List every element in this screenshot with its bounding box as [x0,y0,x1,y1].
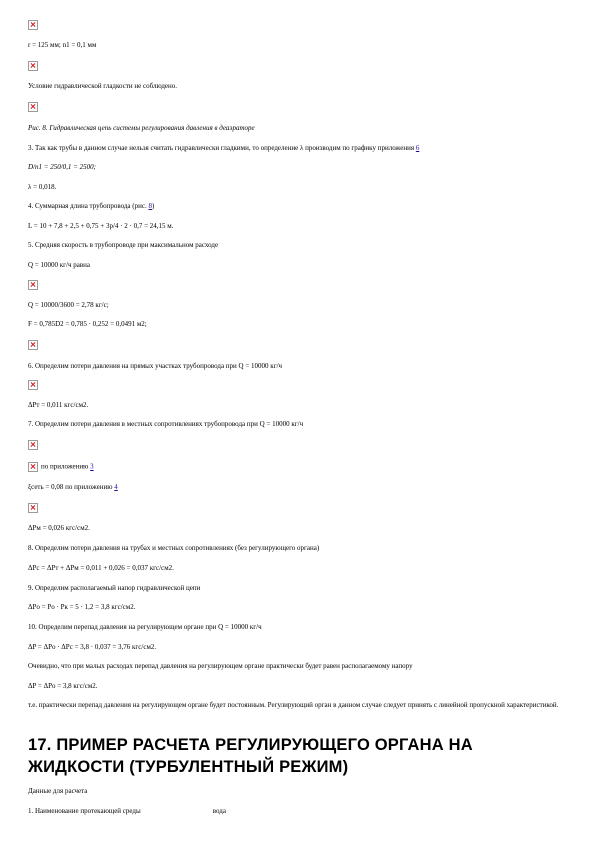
appendix-link-4[interactable]: 4 [114,483,118,491]
broken-image-icon [28,462,38,472]
broken-image-icon [28,440,38,450]
text-line [28,483,118,492]
formula-line: D/n1 = 250/0,1 = 2500; [28,163,96,171]
text-line [28,807,226,816]
text-line [28,462,94,472]
formula-line: ΔPм = 0,026 кгс/см2. [28,524,90,532]
text-span: ξсеть = 0,08 по приложению [28,483,113,491]
text-span: по приложению [41,462,89,471]
broken-image-icon [28,61,38,71]
text-line: Очевидно, что при малых расходах перепад давления на регулирующем органе практически будет равен располагаемому напору [28,662,413,670]
appendix-link-3[interactable]: 3 [90,462,94,471]
formula-line: ΔP = ΔPo · ΔPc = 3,8 · 0,037 = 3,76 кгс/см2. [28,643,157,651]
formula-line: ΔPт = 0,011 кгс/см2. [28,401,89,409]
text-line: 7. Определим потери давления в местных сопротивлениях трубопровода при Q = 10000 кг/ч [28,420,304,428]
text-line: 9. Определим располагаемый напор гидравлической цепи [28,584,201,592]
broken-image-icon [28,102,38,112]
text-line: 8. Определим потери давления на трубах и местных сопротивлениях (без регулирующего органа) [28,544,320,552]
figure-link-8[interactable]: 8 [148,202,152,210]
text-span: 3. Так как трубы в данном случае нельзя считать гидравлически гладкими, то определение λ производим по графику приложения [28,144,415,152]
paragraph: т.е. практически перепад давления на регулирующем органе будет постоянным. Регулирующий орган в данном случае следует принять с линейной пропускной характеристикой. [28,701,559,709]
broken-image-icon [28,280,38,290]
section-heading: 17. ПРИМЕР РАСЧЕТА РЕГУЛИРУЮЩЕГО ОРГАНА НА ЖИДКОСТИ (ТУРБУЛЕНТНЫЙ РЕЖИМ) [28,736,473,776]
broken-image-icon [28,380,38,390]
broken-image-icon [28,503,38,513]
formula-line: L = 10 + 7,8 + 2,5 + 0,75 + 3p/4 · 2 · 0,7 = 24,15 м. [28,222,174,230]
text-line: Данные для расчета [28,787,88,795]
text-line: 5. Средняя скорость в трубопроводе при максимальном расходе [28,241,219,249]
formula-line: λ = 0,018. [28,183,57,191]
appendix-link-6[interactable]: 6 [415,144,420,152]
formula-line: ΔPo = Po · Pк = 5 · 1,2 = 3,8 кгс/см2. [28,603,136,611]
broken-image-icon [28,20,38,30]
formula-line: F = 0,785D2 = 0,785 · 0,252 = 0,0491 м2; [28,320,147,328]
text-line [28,202,154,211]
text-line: r = 125 мм; n1 = 0,1 мм [28,41,97,49]
text-line [28,144,419,153]
text-span: 4. Суммарная длина трубопровода (рис. [28,202,147,210]
text-line: Q = 10000 кг/ч равна [28,261,91,269]
text-line: 10. Определим перепад давления на регулирующем органе при Q = 10000 кг/ч [28,623,262,631]
broken-image-icon [28,340,38,350]
formula-line: ΔPс = ΔPт + ΔPм = 0,011 + 0,026 = 0,037 кгс/см2. [28,564,174,572]
text-line: Условие гидравлической гладкости не соблюдено. [28,82,177,90]
formula-line: ΔP = ΔPo = 3,8 кгс/см2. [28,682,98,690]
formula-line: Q = 10000/3600 = 2,78 кг/с; [28,301,109,309]
figure-caption: Рис. 8. Гидравлическая цепь системы регулирования давления в деаэраторе [28,124,255,132]
text-span: ) [151,202,155,210]
text-line: 6. Определим потери давления на прямых участках трубопровода при Q = 10000 кг/ч [28,362,283,370]
field-value: вода [212,807,226,815]
text-span: 1. Наименование протекающей среды [28,807,141,815]
